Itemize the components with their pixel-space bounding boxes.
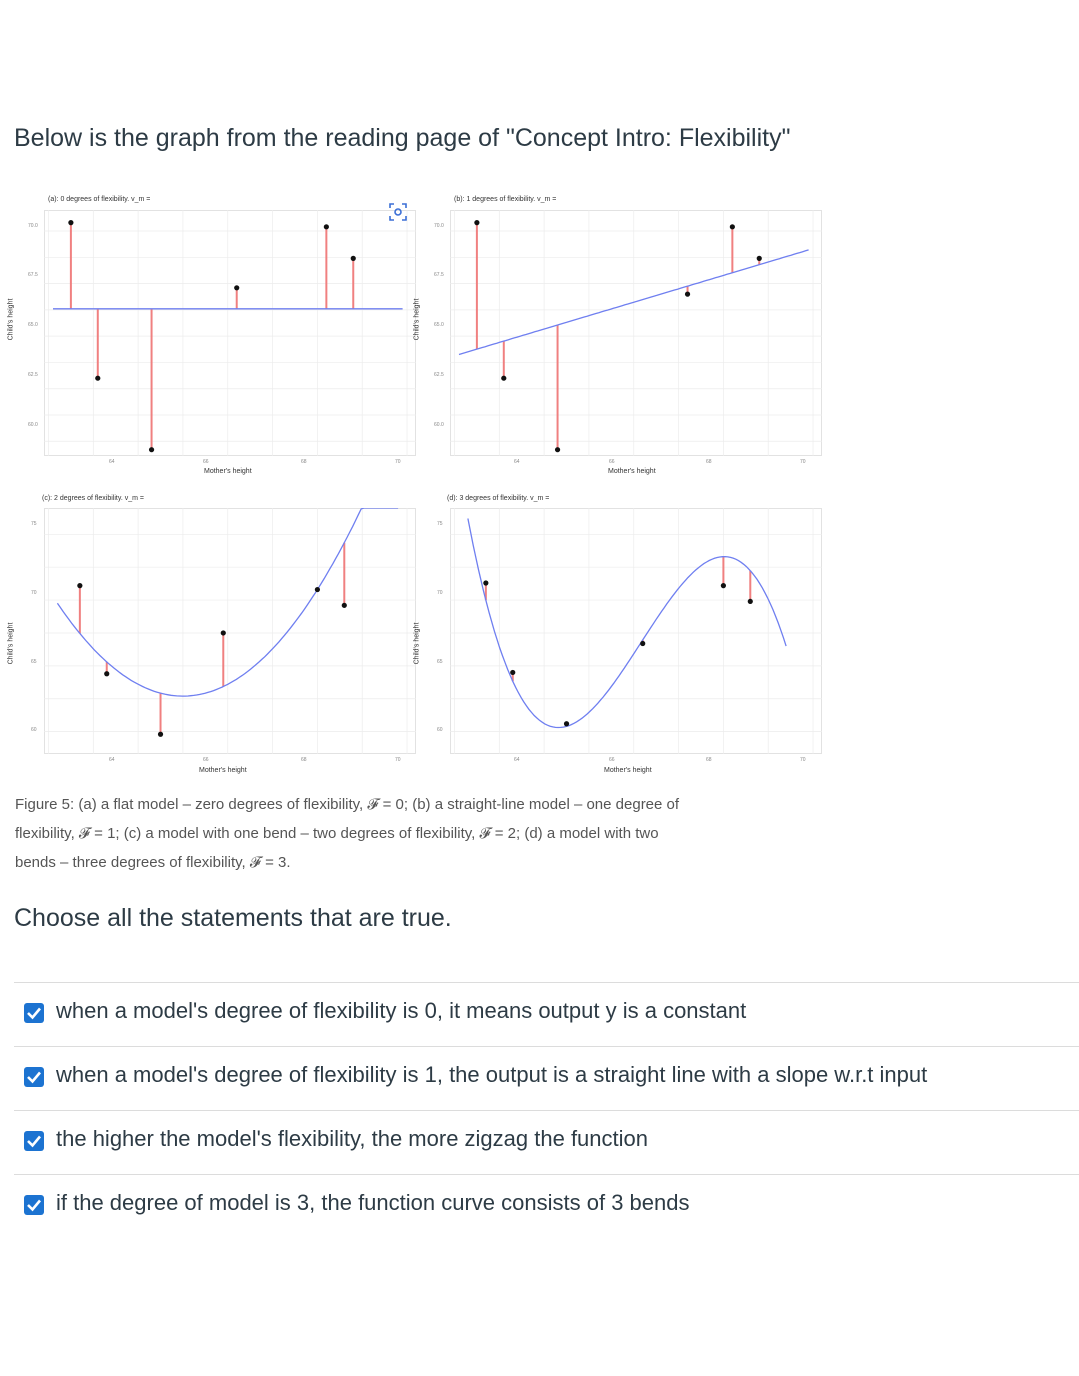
- panel-b-xtick: 70: [800, 459, 806, 465]
- panel-d-title: (d): 3 degrees of flexibility. v_m =: [447, 495, 550, 502]
- panel-b-xtick: 68: [706, 459, 712, 465]
- data-point: [474, 220, 479, 225]
- panel-a-ylabel: Child's height: [7, 298, 15, 341]
- panel-d-xtick: 68: [706, 757, 712, 763]
- data-point: [342, 603, 347, 608]
- plot-frame: [451, 211, 822, 456]
- panel-a-plot: [44, 210, 416, 456]
- panel-a-ytick: 67.5: [28, 272, 38, 278]
- answer-option[interactable]: [14, 1110, 1079, 1175]
- question-prompt: Choose all the statements that are true.: [14, 904, 452, 932]
- panel-d-ytick: 70: [437, 590, 443, 596]
- panel-b-ytick: 60.0: [434, 422, 444, 428]
- plot-frame: [45, 509, 416, 754]
- panel-d-ytick: 65: [437, 659, 443, 665]
- data-point: [77, 583, 82, 588]
- caption-line: bends – three degrees of flexibility, 𝓕 = 3.: [15, 854, 291, 871]
- panel-a-ytick: 70.0: [28, 223, 38, 229]
- data-point: [748, 599, 753, 604]
- data-point: [564, 721, 569, 726]
- data-point: [640, 641, 645, 646]
- data-point: [501, 376, 506, 381]
- panel-c-ytick: 75: [31, 521, 37, 527]
- figure-caption: [15, 790, 815, 877]
- panel-d-ylabel: Child's height: [413, 622, 421, 665]
- caption-line: flexibility, 𝓕 = 1; (c) a model with one bend – two degrees of flexibility, 𝓕 = 2; (d) a model with two: [15, 825, 659, 842]
- panel-a-ytick: 62.5: [28, 372, 38, 378]
- panel-b-title: (b): 1 degrees of flexibility. v_m =: [454, 196, 557, 203]
- panel-a-xtick: 70: [395, 459, 401, 465]
- panel-c-ylabel: Child's height: [7, 622, 15, 665]
- data-point: [730, 224, 735, 229]
- data-point: [221, 630, 226, 635]
- data-point: [158, 732, 163, 737]
- caption-line: Figure 5: (a) a flat model – zero degrees of flexibility, 𝓕 = 0; (b) a straight-line model – one degree of: [15, 796, 680, 813]
- data-point: [149, 447, 154, 452]
- data-point: [757, 256, 762, 261]
- panel-a-ytick: 65.0: [28, 322, 38, 328]
- checkmark-icon: [24, 1067, 44, 1087]
- panel-c-plot: [44, 508, 416, 754]
- data-point: [555, 447, 560, 452]
- panel-a-xtick: 66: [203, 459, 209, 465]
- answer-option[interactable]: [14, 1046, 1079, 1111]
- checkmark-icon: [24, 1131, 44, 1151]
- answer-label: when a model's degree of flexibility is 1, the output is a straight line with a slope w.r.t input: [56, 1062, 928, 1087]
- checkbox[interactable]: [24, 1131, 44, 1151]
- panel-b-xtick: 66: [609, 459, 615, 465]
- zoom-icon[interactable]: [388, 202, 408, 222]
- panel-c-xtick: 68: [301, 757, 307, 763]
- panel-d-xtick: 66: [609, 757, 615, 763]
- data-point: [510, 670, 515, 675]
- panel-b-ytick: 65.0: [434, 322, 444, 328]
- panel-c-title: (c): 2 degrees of flexibility. v_m =: [42, 495, 144, 502]
- data-point: [95, 376, 100, 381]
- panel-c-xtick: 64: [109, 757, 115, 763]
- checkmark-icon: [24, 1003, 44, 1023]
- panel-d-ytick: 60: [437, 727, 443, 733]
- plot-frame: [451, 509, 822, 754]
- panel-a-xtick: 64: [109, 459, 115, 465]
- panel-b-xlabel: Mother's height: [608, 468, 656, 475]
- answer-option[interactable]: [14, 1174, 1079, 1239]
- plot-frame: [45, 211, 416, 456]
- data-point: [721, 583, 726, 588]
- data-point: [351, 256, 356, 261]
- data-point: [315, 587, 320, 592]
- panel-c-xlabel: Mother's height: [199, 767, 247, 774]
- panel-a-xtick: 68: [301, 459, 307, 465]
- answer-label: the higher the model's flexibility, the more zigzag the function: [56, 1126, 649, 1151]
- panel-b-ytick: 62.5: [434, 372, 444, 378]
- data-point: [685, 292, 690, 297]
- data-point: [234, 285, 239, 290]
- data-point: [483, 580, 488, 585]
- checkbox[interactable]: [24, 1067, 44, 1087]
- panel-c-ytick: 70: [31, 590, 37, 596]
- panel-a-ytick: 60.0: [28, 422, 38, 428]
- answer-option[interactable]: [14, 982, 1079, 1047]
- answer-label: when a model's degree of flexibility is 0, it means output y is a constant: [56, 998, 747, 1023]
- panel-c-xtick: 70: [395, 757, 401, 763]
- panel-a-xlabel: Mother's height: [204, 468, 252, 475]
- panel-c-ytick: 60: [31, 727, 37, 733]
- panel-b-ytick: 70.0: [434, 223, 444, 229]
- panel-c-xtick: 66: [203, 757, 209, 763]
- data-point: [68, 220, 73, 225]
- panel-b-xtick: 64: [514, 459, 520, 465]
- data-point: [324, 224, 329, 229]
- panel-a-title: (a): 0 degrees of flexibility. v_m =: [48, 196, 151, 203]
- panel-d-ytick: 75: [437, 521, 443, 527]
- intro-text: Below is the graph from the reading page of "Concept Intro: Flexibility": [14, 124, 791, 152]
- panel-c-ytick: 65: [31, 659, 37, 665]
- panel-b-ytick: 67.5: [434, 272, 444, 278]
- panel-d-xtick: 64: [514, 757, 520, 763]
- checkmark-icon: [24, 1195, 44, 1215]
- panel-d-xtick: 70: [800, 757, 806, 763]
- panel-b-plot: [450, 210, 822, 456]
- checkbox[interactable]: [24, 1003, 44, 1023]
- panel-d-xlabel: Mother's height: [604, 767, 652, 774]
- panel-d-plot: [450, 508, 822, 754]
- checkbox[interactable]: [24, 1195, 44, 1215]
- answer-label: if the degree of model is 3, the function curve consists of 3 bends: [56, 1190, 690, 1215]
- panel-b-ylabel: Child's height: [413, 298, 421, 341]
- data-point: [104, 671, 109, 676]
